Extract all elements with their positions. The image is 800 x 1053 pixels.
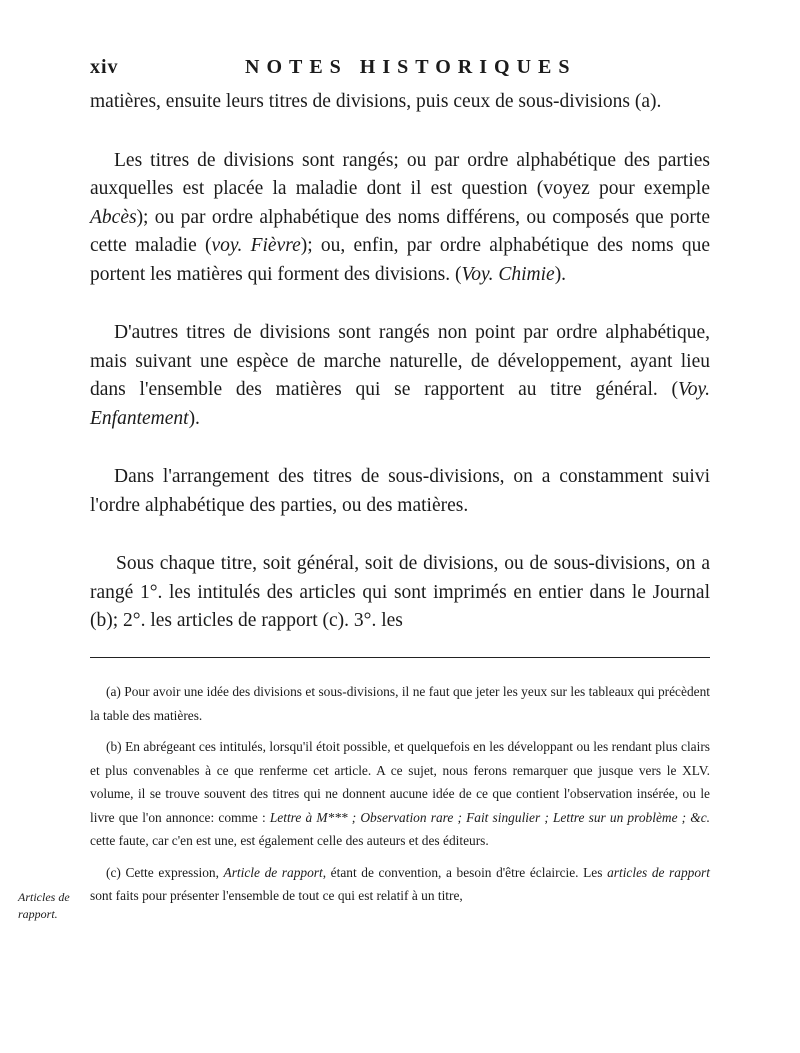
text-run: (c) Cette expression,: [106, 864, 224, 880]
running-title: NOTES HISTORIQUES: [245, 56, 577, 78]
text-run: ); ou, enfin, par ordre alphabétique des noms que portent les matières qui forment des divisions. (: [90, 235, 710, 285]
text-run: sont faits pour présenter l'ensemble de tout ce qui est relatif à un titre,: [90, 888, 463, 903]
text-run: (b) En abrégeant ces intitulés, lorsqu'il étoit possible, et quelquefois en les développant ou les rendant plus clairs et plus convenables à ce que renferme cet article. A ce sujet, nous ferons remarquer que jusque vers le XLV. volume, il se trouve souvent des titres qui ne donnent aucune idée de ce que contient l'observation insérée, ou le livre que l'on annonce: comme :: [90, 739, 710, 825]
italic-run: Article de rapport: [223, 864, 323, 880]
text-run: Les titres de divisions sont rangés; ou par ordre alphabétique des parties auxquelles est placée la maladie dont il est question (voyez pour exemple: [90, 149, 710, 199]
paragraph-1: matières, ensuite leurs titres de divisions, puis ceux de sous-divisions (a).: [90, 91, 662, 112]
italic-run: Abcès: [90, 206, 137, 228]
text-run: D'autres titres de divisions sont rangés non point par ordre alphabétique, mais suivant une espèce de marche naturelle, de développement, ayant lieu dans l'ensemble des matières qui se rapportent au titre général. (: [90, 322, 710, 400]
main-text: [90, 88, 710, 666]
italic-run: Lettre à M*** ; Observation rare ; Fait singulier ; Lettre sur un problème ; &c.: [269, 809, 711, 825]
footnote-c: [90, 861, 710, 908]
italic-run: Voy. Enfantement: [90, 379, 710, 429]
footnote-b: [90, 735, 710, 853]
text-run: ).: [188, 407, 200, 429]
text-run: , étant de convention, a besoin d'être éclaircie. Les: [322, 864, 608, 880]
paragraph-5: Sous chaque titre, soit général, soit de divisions, ou de sous-divisions, on a rangé 1°. les intitulés des articles qui sont imprimés en entier dans le Journal (b); 2°. les articles de rapport (c). 3°. les: [90, 553, 710, 631]
footnote-a: (a) Pour avoir une idée des divisions et sous-divisions, il ne faut que jeter les yeux sur les tableaux qui précèdent la table des matières.: [90, 684, 710, 723]
italic-run: Voy. Chimie: [461, 263, 555, 285]
footnotes: [90, 680, 710, 916]
page-header: [90, 56, 710, 86]
page-number: xiv: [90, 56, 119, 78]
text-run: ); ou par ordre alphabétique des noms différens, ou composés que porte cette maladie (: [90, 206, 710, 256]
margin-note: Articles de rapport.: [18, 890, 70, 921]
paragraph-2: [90, 147, 710, 290]
text-run: ).: [554, 263, 567, 285]
italic-run: voy. Fièvre: [211, 235, 301, 256]
paragraph-3: [90, 319, 710, 433]
footnote-rule: [90, 657, 710, 658]
text-run: cette faute, car c'en est une, est également celle des auteurs et des éditeurs.: [90, 833, 489, 848]
paragraph-4: Dans l'arrangement des titres de sous-divisions, on a constamment suivi l'ordre alphabétique des parties, ou des matières.: [90, 466, 710, 516]
italic-run: articles de rapport: [607, 864, 710, 880]
